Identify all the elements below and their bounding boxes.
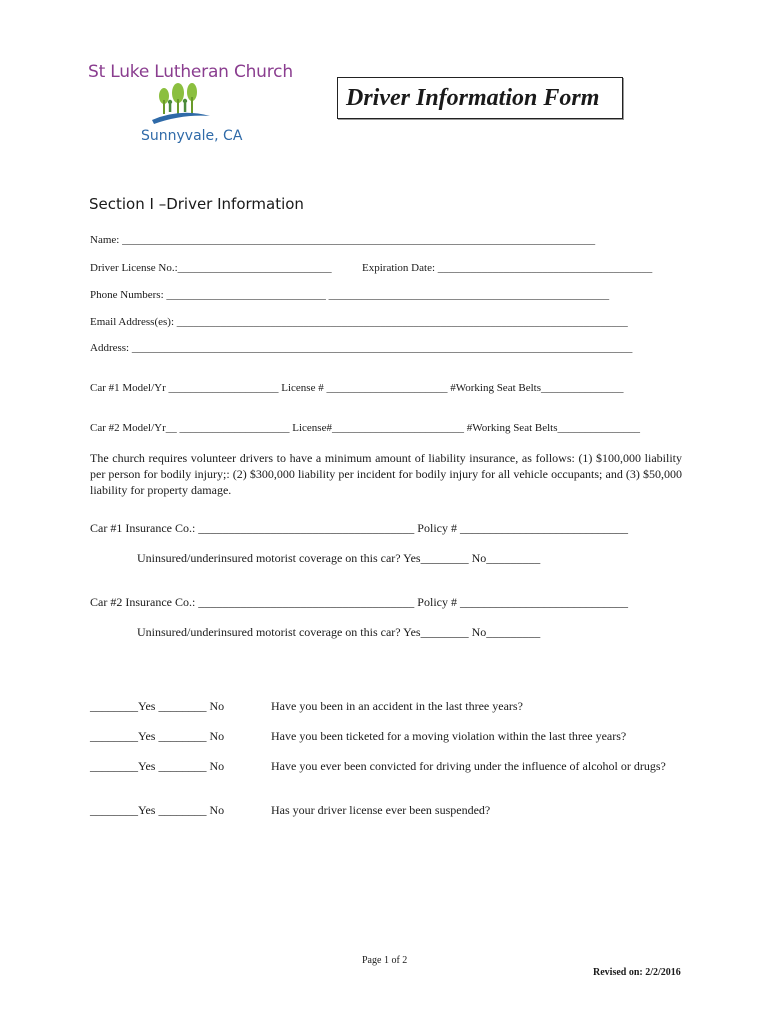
section-title: Section I –Driver Information — [89, 195, 304, 213]
insurance-requirements-paragraph: The church requires volunteer drivers to have a minimum amount of liability insurance, as follows: (1) $100,000 liability per person for bodily injury;: (2) $300,000 liability per incident for bodily injury for all vehicle occupants; and (3) $50,000 liability for property damage. — [90, 451, 682, 497]
question-text: Has your driver license ever been suspended? — [271, 803, 491, 817]
church-logo-icon — [150, 82, 212, 128]
car1-insurance-field[interactable]: Car #1 Insurance Co.: ____________________________________ Policy # ____________________________ — [90, 521, 628, 535]
name-field[interactable]: Name: ______________________________________________________________________________________ — [90, 234, 596, 246]
address-field[interactable]: Address: ___________________________________________________________________________________________ — [90, 342, 633, 354]
question-answer[interactable]: ________Yes ________ No — [90, 729, 225, 743]
question-text: Have you ever been convicted for driving under the influence of alcohol or drugs? — [271, 759, 666, 773]
car2-uninsured-coverage-field[interactable]: Uninsured/underinsured motorist coverage on this car? Yes________ No_________ — [137, 625, 541, 639]
car1-vehicle-field[interactable]: Car #1 Model/Yr ____________________ License # ______________________ #Working Seat Belts_______________ — [90, 382, 624, 394]
question-answer[interactable]: ________Yes ________ No — [90, 699, 225, 713]
question-answer[interactable]: ________Yes ________ No — [90, 803, 225, 817]
phone-numbers-field[interactable]: Phone Numbers: _____________________________ ___________________________________________________ — [90, 289, 610, 301]
car1-uninsured-coverage-field[interactable]: Uninsured/underinsured motorist coverage on this car? Yes________ No_________ — [137, 551, 541, 565]
expiration-date-field[interactable]: Expiration Date: _______________________________________ — [362, 262, 653, 274]
car2-insurance-field[interactable]: Car #2 Insurance Co.: ____________________________________ Policy # ____________________________ — [90, 595, 628, 609]
form-title: Driver Information Form — [346, 85, 600, 111]
question-text: Have you been in an accident in the last three years? — [271, 699, 523, 713]
page-number: Page 1 of 2 — [362, 955, 408, 966]
revised-date: Revised on: 2/2/2016 — [593, 967, 681, 978]
question-text: Have you been ticketed for a moving violation within the last three years? — [271, 729, 627, 743]
car2-vehicle-field[interactable]: Car #2 Model/Yr__ ____________________ License#________________________ #Working Seat Belts_______________ — [90, 422, 640, 434]
email-field[interactable]: Email Address(es): __________________________________________________________________________________ — [90, 316, 628, 328]
question-answer[interactable]: ________Yes ________ No — [90, 759, 225, 773]
church-name: St Luke Lutheran Church — [88, 62, 293, 82]
church-city: Sunnyvale, CA — [141, 128, 243, 144]
driver-license-field[interactable]: Driver License No.:____________________________ — [90, 262, 332, 274]
